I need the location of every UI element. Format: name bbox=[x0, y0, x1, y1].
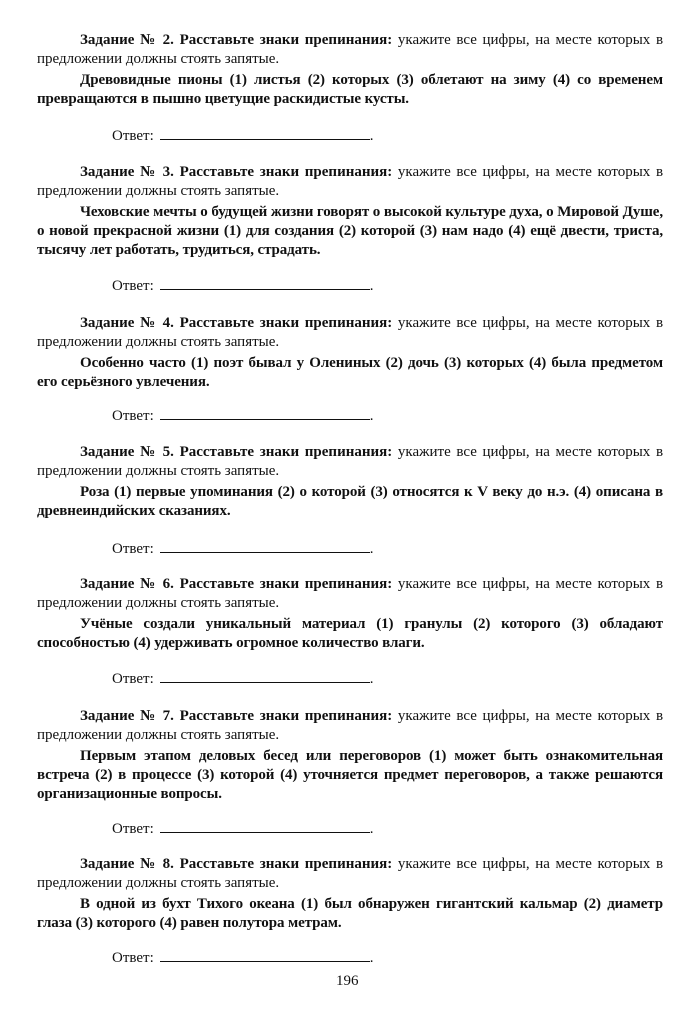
task-instruction bbox=[37, 31, 663, 69]
instruction-text: укажите все цифры, на месте которых в предложении должны стоять запятые. bbox=[37, 856, 664, 891]
answer-line[interactable] bbox=[160, 538, 370, 553]
answer-label: Ответ: bbox=[112, 408, 154, 424]
instruction-bold: Расставьте знаки препинания: bbox=[179, 576, 393, 592]
task-4 bbox=[37, 314, 663, 392]
instruction-bold: Расставьте знаки препинания: bbox=[179, 315, 393, 331]
answer-field[interactable] bbox=[112, 668, 374, 688]
answer-period: . bbox=[369, 950, 374, 966]
answer-label: Ответ: bbox=[112, 541, 154, 557]
task-sentence: Учёные создали уникальный материал (1) гранулы (2) которого (3) обладают способностью (4) удерживать огромное количество влаги. bbox=[37, 616, 663, 651]
task-title: Задание № 5. bbox=[80, 444, 174, 460]
instruction-text: укажите все цифры, на месте которых в предложении должны стоять запятые. bbox=[37, 164, 664, 199]
task-sentence: В одной из бухт Тихого океана (1) был обнаружен гигантский кальмар (2) диаметр глаза (3) которого (4) равен полутора метрам. bbox=[37, 896, 663, 931]
task-sentence: Роза (1) первые упоминания (2) о которой (3) относятся к V веку до н.э. (4) описана в древнеиндийских сказаниях. bbox=[37, 484, 663, 519]
task-2 bbox=[37, 31, 663, 109]
answer-field[interactable] bbox=[112, 275, 374, 295]
instruction-text: укажите все цифры, на месте которых в предложении должны стоять запятые. bbox=[37, 32, 664, 67]
answer-period: . bbox=[369, 408, 374, 424]
page-number: 196 bbox=[336, 973, 359, 989]
task-5 bbox=[37, 443, 663, 521]
task-sentence: Особенно часто (1) поэт бывал у Олениных (2) дочь (3) которых (4) была предметом его серьёзного увлечения. bbox=[37, 355, 663, 390]
instruction-text: укажите все цифры, на месте которых в предложении должны стоять запятые. bbox=[37, 315, 664, 350]
answer-period: . bbox=[369, 128, 374, 144]
task-instruction bbox=[37, 575, 663, 613]
answer-line[interactable] bbox=[160, 818, 370, 833]
instruction-bold: Расставьте знаки препинания: bbox=[179, 32, 393, 48]
task-instruction bbox=[37, 443, 663, 481]
task-title: Задание № 8. bbox=[80, 856, 174, 872]
answer-line[interactable] bbox=[160, 275, 370, 290]
task-sentence: Чеховские мечты о будущей жизни говорят о высокой культуре духа, о Мировой Душе, о новой прекрасной жизни (1) для создания (2) которой (3) нам надо (4) ещё двести, триста, тысячу лет работать, трудиться, страдать. bbox=[37, 204, 663, 258]
instruction-bold: Расставьте знаки препинания: bbox=[179, 444, 393, 460]
answer-field[interactable] bbox=[112, 125, 374, 145]
task-8 bbox=[37, 855, 663, 933]
answer-label: Ответ: bbox=[112, 821, 154, 837]
instruction-bold: Расставьте знаки препинания: bbox=[179, 164, 393, 180]
answer-label: Ответ: bbox=[112, 950, 154, 966]
answer-field[interactable] bbox=[112, 818, 374, 838]
task-title: Задание № 6. bbox=[80, 576, 174, 592]
task-sentence: Первым этапом деловых бесед или переговоров (1) может быть ознакомительная встреча (2) в процессе (3) которой (4) уточняется предмет переговоров, а также решаются организационные вопросы. bbox=[37, 748, 663, 802]
task-instruction bbox=[37, 707, 663, 745]
instruction-text: укажите все цифры, на месте которых в предложении должны стоять запятые. bbox=[37, 444, 664, 479]
task-instruction bbox=[37, 855, 663, 893]
answer-label: Ответ: bbox=[112, 278, 154, 294]
task-sentence: Древовидные пионы (1) листья (2) которых (3) облетают на зиму (4) со временем превращаются в пышно цветущие раскидистые кусты. bbox=[37, 72, 663, 107]
task-6 bbox=[37, 575, 663, 653]
answer-period: . bbox=[369, 278, 374, 294]
answer-line[interactable] bbox=[160, 947, 370, 962]
instruction-text: укажите все цифры, на месте которых в предложении должны стоять запятые. bbox=[37, 708, 664, 743]
task-title: Задание № 7. bbox=[80, 708, 174, 724]
instruction-bold: Расставьте знаки препинания: bbox=[179, 856, 393, 872]
instruction-text: укажите все цифры, на месте которых в предложении должны стоять запятые. bbox=[37, 576, 664, 611]
answer-field[interactable] bbox=[112, 405, 374, 425]
answer-label: Ответ: bbox=[112, 128, 154, 144]
instruction-bold: Расставьте знаки препинания: bbox=[179, 708, 393, 724]
task-title: Задание № 4. bbox=[80, 315, 174, 331]
task-title: Задание № 3. bbox=[80, 164, 174, 180]
answer-field[interactable] bbox=[112, 538, 374, 558]
answer-field[interactable] bbox=[112, 947, 374, 967]
answer-line[interactable] bbox=[160, 125, 370, 140]
answer-line[interactable] bbox=[160, 405, 370, 420]
task-title: Задание № 2. bbox=[80, 32, 174, 48]
task-7 bbox=[37, 707, 663, 804]
answer-label: Ответ: bbox=[112, 671, 154, 687]
task-instruction bbox=[37, 314, 663, 352]
answer-period: . bbox=[369, 671, 374, 687]
task-3 bbox=[37, 163, 663, 260]
answer-period: . bbox=[369, 821, 374, 837]
task-instruction bbox=[37, 163, 663, 201]
answer-line[interactable] bbox=[160, 668, 370, 683]
answer-period: . bbox=[369, 541, 374, 557]
